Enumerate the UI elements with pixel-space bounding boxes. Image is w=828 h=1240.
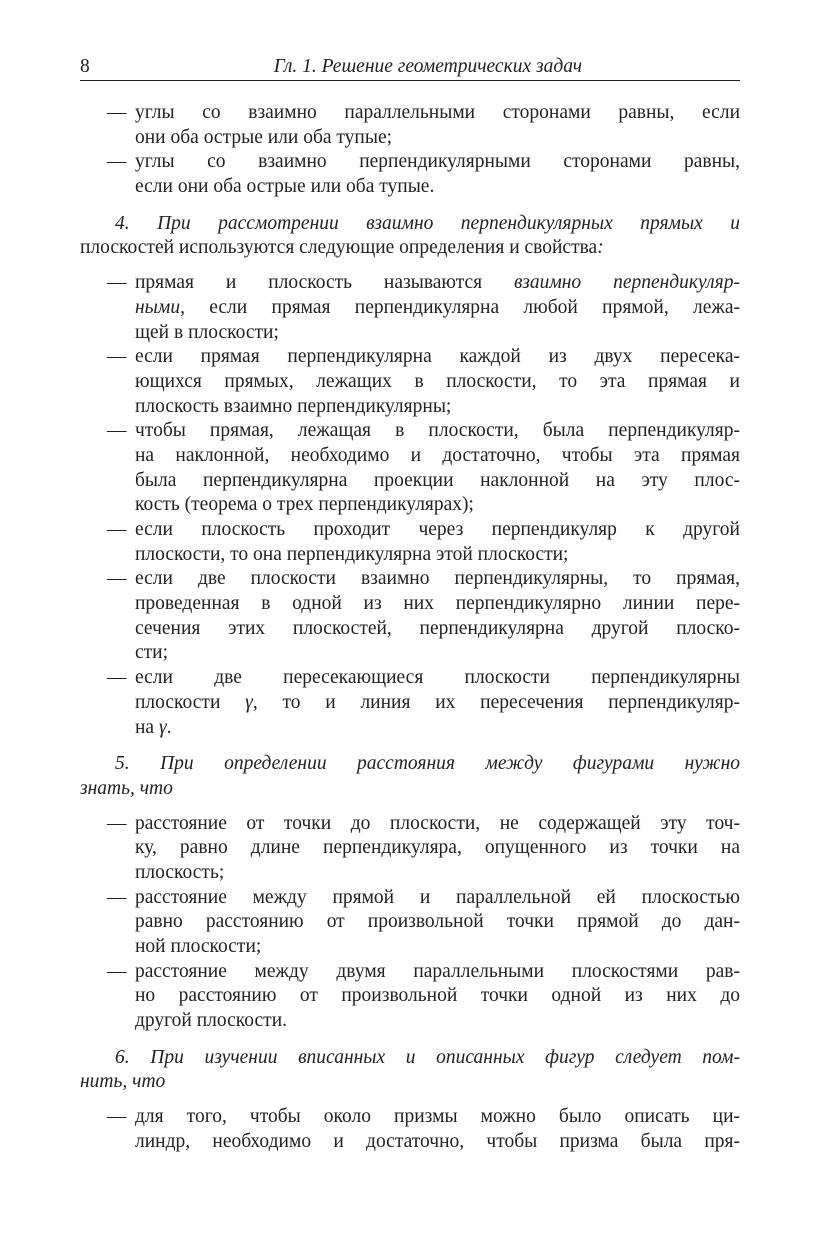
line-text: сти;: [135, 642, 169, 664]
text-line: [135, 150, 740, 175]
text-line: [80, 212, 740, 237]
text-line: [135, 592, 740, 617]
section-paragraph: [80, 1046, 740, 1095]
line-text: ющихся прямых, лежащих в плоскости, то эта прямая и: [135, 370, 740, 392]
text-line: [135, 518, 740, 543]
text-line: [135, 960, 740, 985]
text: прямая и плоскость называются: [135, 272, 514, 294]
text-line: [135, 641, 740, 666]
line-text: [80, 237, 604, 258]
line-text: [80, 778, 173, 799]
text-line: [135, 716, 740, 741]
line-text: если плоскость проходит через перпендикуляр к другой: [135, 519, 740, 540]
line-text: для того, чтобы около призмы можно было описать ци-: [135, 1106, 740, 1128]
text-line: [135, 910, 740, 935]
text-line: [80, 1070, 740, 1095]
text-line: [135, 666, 740, 691]
italic-text: нить: [80, 1071, 123, 1093]
text: плоскостей используются следующие определения и свойства: [80, 237, 598, 259]
text-line: [135, 395, 740, 420]
line-text: [135, 297, 740, 318]
text-line: [135, 1009, 740, 1034]
list-item: [80, 150, 740, 199]
line-text: линдр, необходимо и достаточно, чтобы призма была пря-: [135, 1130, 740, 1152]
text-line: [80, 752, 740, 777]
list-dash: —: [107, 568, 127, 590]
text-line: [135, 469, 740, 494]
italic-text: γ: [245, 691, 253, 713]
line-text: [135, 272, 740, 293]
list-dash: —: [107, 519, 127, 540]
list-dash: —: [107, 667, 127, 689]
line-text: расстояние между прямой и параллельной ей плоскостью: [135, 886, 740, 908]
line-text: на наклонной, необходимо и достаточно, чтобы эта прямая: [135, 444, 740, 466]
section-paragraph: [80, 752, 740, 801]
italic-text: γ: [158, 716, 167, 738]
text-line: [80, 777, 740, 802]
text-line: [135, 419, 740, 444]
list-item: [80, 567, 740, 666]
text-line: [135, 321, 740, 346]
text-line: [135, 617, 740, 642]
list-item: [80, 812, 740, 886]
text: на: [135, 716, 159, 738]
text-line: [135, 567, 740, 592]
text-line: [135, 861, 740, 886]
list-dash: —: [107, 272, 127, 294]
line-text: 5. При определении расстояния между фигурами нужно: [115, 753, 740, 775]
line-text: 4. При рассмотрении взаимно перпендикулярных прямых и: [115, 212, 740, 234]
line-text: ку, равно длине перпендикуляра, опущенного из точки на: [135, 837, 740, 859]
italic-text: взаимно перпендикуляр-: [514, 272, 740, 294]
list-dash: —: [107, 960, 127, 982]
list-dash: —: [107, 420, 127, 442]
list-item: [80, 518, 740, 567]
text-line: [135, 935, 740, 960]
line-text: равно расстоянию от произвольной точки прямой до дан-: [135, 911, 740, 933]
list-dash: —: [107, 1106, 127, 1128]
text-line: [135, 1130, 740, 1155]
page-body: [80, 101, 740, 1155]
text-line: [135, 126, 740, 151]
italic-text: знать: [80, 777, 130, 799]
text-line: [135, 836, 740, 861]
text: , если прямая перпендикулярна любой прямой, лежа-: [180, 296, 740, 318]
list-dash: —: [107, 346, 127, 368]
italic-text: , что: [122, 1071, 166, 1093]
text: плоскости: [135, 691, 246, 713]
list-item: [80, 345, 740, 419]
list-item: [80, 666, 740, 740]
line-text: если прямая перпендикулярна каждой из двух пересека-: [135, 346, 740, 368]
text-line: [135, 812, 740, 837]
text-line: [135, 493, 740, 518]
line-text: чтобы прямая, лежащая в плоскости, была перпендикуляр-: [135, 420, 740, 442]
list-item: [80, 271, 740, 345]
running-header: [80, 56, 740, 81]
line-text: плоскость взаимно перпендикулярны;: [135, 395, 452, 417]
list-dash: —: [107, 812, 127, 834]
list-item: [80, 960, 740, 1034]
running-title: Гл. 1. Решение геометрических задач: [273, 56, 582, 77]
list-item: [80, 1105, 740, 1154]
line-text: расстояние от точки до плоскости, не содержащей эту точ-: [135, 812, 740, 834]
text-line: [135, 984, 740, 1009]
line-text: если две плоскости взаимно перпендикулярны, то прямая,: [135, 568, 740, 590]
line-text: сечения этих плоскостей, перпендикулярна другой плоско-: [135, 617, 740, 639]
line-text: 6. При изучении вписанных и описанных фигур следует пом-: [115, 1046, 740, 1068]
list-item: [80, 419, 740, 518]
line-text: другой плоскости.: [135, 1010, 288, 1032]
line-text: ной плоскости;: [135, 936, 262, 957]
text-line: [135, 101, 740, 126]
text: , то и линия их пересечения перпендикуляр-: [252, 691, 741, 713]
list-dash: —: [107, 151, 127, 173]
list-item: [80, 101, 740, 150]
section-paragraph: [80, 212, 740, 261]
text: .: [166, 716, 172, 738]
list-dash: —: [107, 886, 127, 908]
line-text: проведенная в одной из них перпендикулярно линии пере-: [135, 593, 740, 615]
text-line: [135, 1105, 740, 1130]
text-line: [135, 444, 740, 469]
text-line: [135, 543, 740, 568]
text-line: [80, 236, 740, 261]
line-text: если две пересекающиеся плоскости перпендикулярны: [135, 667, 740, 689]
italic-text: :: [597, 237, 604, 259]
line-text: [135, 692, 740, 713]
line-text: углы со взаимно параллельными сторонами равны, если: [135, 102, 740, 123]
line-text: была перпендикулярна проекции наклонной на эту плос-: [135, 469, 740, 491]
line-text: кость (теорема о трех перпендикулярах);: [135, 494, 474, 516]
line-text: плоскости, то она перпендикулярна этой плоскости;: [135, 543, 569, 565]
page-number: 8: [80, 56, 90, 77]
line-text: [135, 717, 172, 738]
list-dash: —: [107, 102, 127, 123]
line-text: [80, 1071, 165, 1092]
text-line: [135, 296, 740, 321]
text-line: [135, 271, 740, 296]
line-text: расстояние между двумя параллельными плоскостями рав-: [135, 960, 740, 982]
text-line: [135, 345, 740, 370]
text-line: [80, 1046, 740, 1071]
line-text: плоскость;: [135, 861, 225, 883]
line-text: они оба острые или оба тупые;: [135, 126, 393, 148]
line-text: если они оба острые или оба тупые.: [135, 176, 435, 198]
text-line: [135, 691, 740, 716]
line-text: щей в плоскости;: [135, 321, 279, 343]
text-line: [135, 370, 740, 395]
line-text: углы со взаимно перпендикулярными сторонами равны,: [135, 151, 740, 173]
text-line: [135, 175, 740, 200]
line-text: но расстоянию от произвольной точки одной из них до: [135, 985, 740, 1007]
italic-text: , что: [130, 777, 173, 799]
text-line: [135, 886, 740, 911]
list-item: [80, 886, 740, 960]
italic-text: ными: [135, 296, 181, 318]
